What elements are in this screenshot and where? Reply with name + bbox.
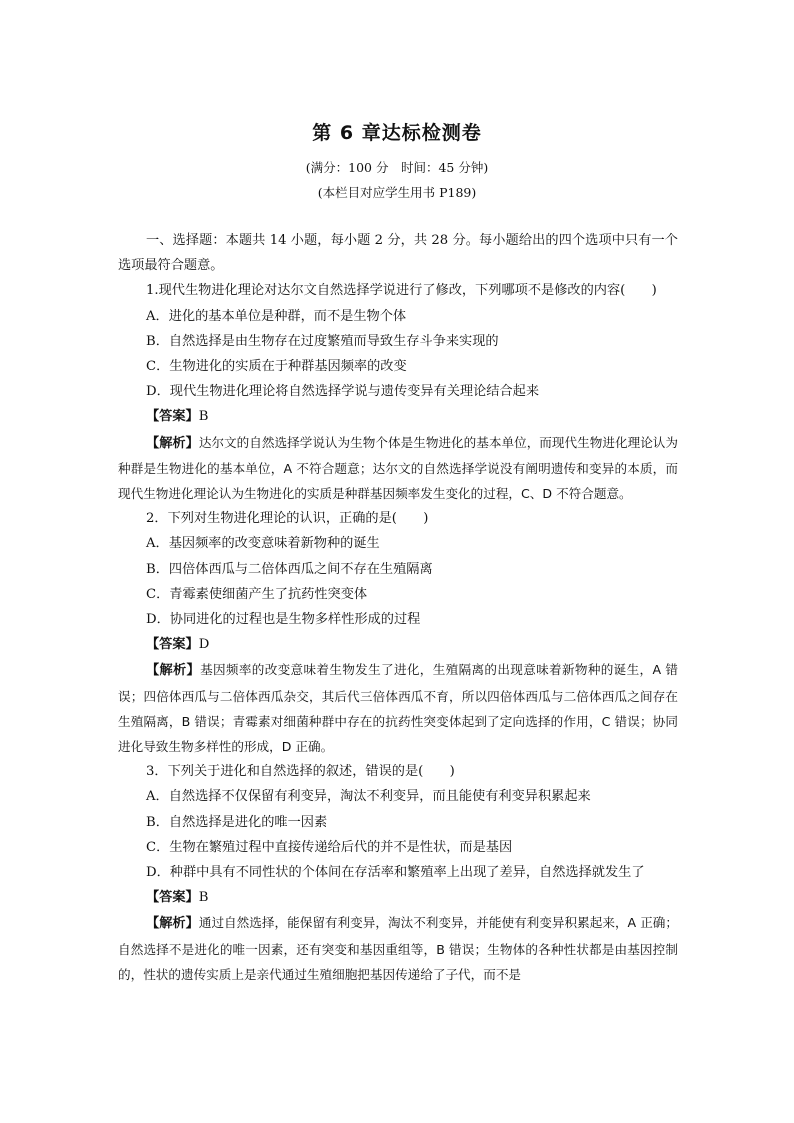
question-stem: 3．下列关于进化和自然选择的叙述，错误的是( ) [146, 764, 455, 780]
exam-content [118, 228, 678, 987]
option-c: C．生物在繁殖过程中直接传递给后代的并不是性状，而是基因 [146, 839, 513, 855]
option-a: A．自然选择不仅保留有利变异，淘汰不利变异，而且能使有利变异积累起来 [146, 789, 591, 805]
analysis-paragraph [118, 910, 678, 987]
answer-value: D [198, 637, 210, 653]
option-c: C．生物进化的实质在于种群基因频率的改变 [146, 359, 407, 375]
question-1 [118, 278, 678, 506]
analysis-text: 通过自然选择，能保留有利变异，淘汰不利变异，并能使有利变异积累起来，A 正确；自然选择不是进化的唯一因素，还有突变和基因重组等，B 错误；生物体的各种性状都是由基因控制的，性状的遗传实质上是亲代通过生殖细胞把基因传递给了子代，而不是 [118, 915, 679, 982]
option-b: B．自然选择是进化的唯一因素 [146, 814, 328, 830]
option-d: D．现代生物进化理论将自然选择学说与遗传变异有关理论结合起来 [146, 384, 540, 400]
option-b: B．自然选择是由生物存在过度繁殖而导致生存斗争来实现的 [146, 333, 499, 349]
answer-value: B [198, 890, 209, 906]
question-stem: 1.现代生物进化理论对达尔文自然选择学说进行了修改，下列哪项不是修改的内容( ) [146, 283, 657, 299]
analysis-text: 达尔文的自然选择学说认为生物个体是生物进化的基本单位，而现代生物进化理论认为种群是生物进化的基本单位，A 不符合题意；达尔文的自然选择学说没有阐明遗传和变异的本质，而现代生物进化理论认为生物进化的实质是种群基因频率发生变化的过程，C、D 不符合题意。 [118, 434, 679, 502]
answer-tag: 【答案】 [146, 637, 199, 653]
answer-tag: 【答案】 [146, 890, 199, 906]
option-c: C．青霉素使细菌产生了抗药性突变体 [146, 586, 368, 602]
option-a: A．基因频率的改变意味着新物种的诞生 [146, 536, 380, 552]
answer-line [118, 404, 678, 429]
analysis-text: 基因频率的改变意味着生物发生了进化，生殖隔离的出现意味着新物种的诞生，A 错误；四倍体西瓜与二倍体西瓜杂交，其后代三倍体西瓜不育，所以四倍体西瓜与二倍体西瓜之间存在生殖隔离，B 错误；青霉素对细菌种群中存在的抗药性突变体起到了定向选择的作用，C 错误；协同进化导致生物多样性的形成，D 正确。 [118, 662, 678, 755]
answer-line [118, 632, 678, 657]
analysis-tag: 【解析】 [146, 663, 201, 679]
section-intro: 一、选择题：本题共 14 小题，每小题 2 分，共 28 分。每小题给出的四个选项中只有一个选项最符合题意。 [118, 233, 678, 274]
option-d: D．种群中具有不同性状的个体间在存活率和繁殖率上出现了差异，自然选择就发生了 [146, 865, 645, 881]
analysis-tag: 【解析】 [146, 916, 199, 932]
question-3 [118, 759, 678, 987]
analysis-paragraph [118, 657, 678, 759]
answer-value: B [198, 409, 209, 425]
score-time-info: (满分：100 分 时间：45 分钟) [305, 160, 489, 175]
question-2 [118, 506, 678, 759]
answer-line [118, 885, 678, 910]
question-stem: 2．下列对生物进化理论的认识，正确的是( ) [146, 511, 429, 527]
option-d: D．协同进化的过程也是生物多样性形成的过程 [146, 612, 421, 628]
analysis-paragraph [118, 430, 678, 507]
analysis-tag: 【解析】 [146, 435, 199, 451]
page-title: 第 6 章达标检测卷 [312, 122, 482, 144]
option-b: B．四倍体西瓜与二倍体西瓜之间不存在生殖隔离 [146, 561, 433, 577]
option-a: A．进化的基本单位是种群，而不是生物个体 [146, 308, 407, 324]
answer-tag: 【答案】 [146, 409, 199, 425]
textbook-reference: (本栏目对应学生用书 P189) [317, 185, 477, 200]
